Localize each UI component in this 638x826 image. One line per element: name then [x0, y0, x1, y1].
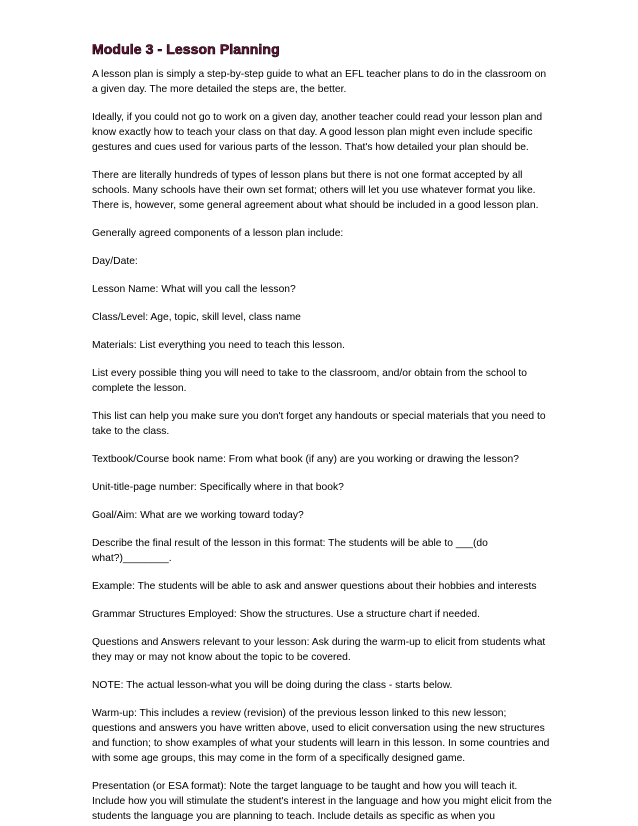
- paragraph-materials-list: List every possible thing you will need to take to the classroom, and/or obtain from the school to complete the lesson.: [92, 368, 527, 394]
- paragraph-intro: A lesson plan is simply a step-by-step guide to what an EFL teacher plans to do in the classroom on a given day. The more detailed the steps are, the better.: [92, 69, 547, 95]
- component-grammar-structures: Grammar Structures Employed: Show the structures. Use a structure chart if needed.: [92, 609, 481, 620]
- component-presentation: Presentation (or ESA format): Note the target language to be taught and how you will teach it. Include how you will stimulate the student's interest in the language and how you might elicit from the students the language you are planning to teach. Include details as specific as when you: [92, 781, 552, 822]
- component-day-date: Day/Date:: [92, 256, 138, 267]
- paragraph-ideally: Ideally, if you could not go to work on a given day, another teacher could read your lesson plan and know exactly how to teach your class on that day. A good lesson plan might even include specific gestures and cues used for various parts of the lesson. That's how detailed your plan should be.: [92, 112, 543, 153]
- component-warm-up: Warm-up: This includes a review (revision) of the previous lesson linked to this new lesson; questions and answers you have written above, used to elicit conversation using the new structures and function; to show examples of what your students will learn in this lesson. In some countries and with some age groups, this may come in the form of a specifically designed game.: [92, 708, 550, 764]
- component-materials: Materials: List everything you need to teach this lesson.: [92, 340, 345, 351]
- component-questions-answers: Questions and Answers relevant to your lesson: Ask during the warm-up to elicit from students what they may or may not know about the topic to be covered.: [92, 637, 546, 663]
- component-textbook: Textbook/Course book name: From what book (if any) are you working or drawing the lesson?: [92, 454, 519, 465]
- component-lesson-name: Lesson Name: What will you call the lesson?: [92, 284, 296, 295]
- component-unit-title-page: Unit-title-page number: Specifically where in that book?: [92, 482, 344, 493]
- document-page: [92, 40, 552, 824]
- paragraph-materials-help: This list can help you make sure you don't forget any handouts or special materials that you need to take to the class.: [92, 411, 546, 437]
- paragraph-components-intro: Generally agreed components of a lesson plan include:: [92, 228, 344, 239]
- paragraph-example: Example: The students will be able to ask and answer questions about their hobbies and interests: [92, 581, 537, 592]
- paragraph-note: NOTE: The actual lesson-what you will be doing during the class - starts below.: [92, 680, 453, 691]
- paragraph-types: There are literally hundreds of types of lesson plans but there is not one format accepted by all schools. Many schools have their own set format; others will let you use whatever format you like. There is, however, some general agreement about what should be included in a good lesson plan.: [92, 170, 539, 211]
- document-title: Module 3 - Lesson Planning: [92, 41, 280, 57]
- component-class-level: Class/Level: Age, topic, skill level, class name: [92, 312, 301, 323]
- paragraph-describe-result: Describe the final result of the lesson in this format: The students will be able to ___(do what?)________.: [92, 538, 488, 564]
- component-goal-aim: Goal/Aim: What are we working toward today?: [92, 510, 304, 521]
